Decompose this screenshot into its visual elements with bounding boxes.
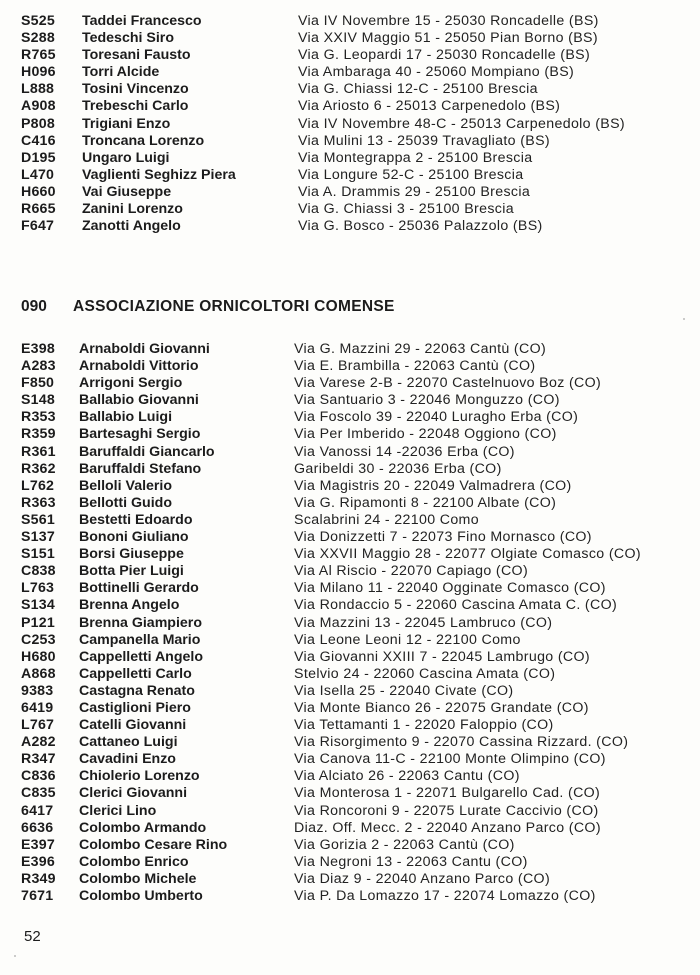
member-code: R362 [21,460,56,477]
member-name: Zanini Lorenzo [82,201,183,218]
member-address: Stelvio 24 - 22060 Cascina Amata (CO) [294,665,556,682]
member-row [0,580,700,597]
member-row [0,133,700,150]
member-name: Torri Alcide [82,64,160,81]
member-row [0,98,700,115]
member-address: Via G. Ripamonti 8 - 22100 Albate (CO) [294,494,557,511]
page-number: 52 [24,928,41,945]
member-code: F647 [21,218,55,235]
member-code: A908 [21,98,56,115]
member-list-brescia [0,13,700,235]
member-name: Arnaboldi Giovanni [79,341,210,357]
member-code: S148 [21,392,55,409]
member-address: Via XXIV Maggio 51 - 25050 Pian Borno (BS) [298,30,598,47]
member-row [0,81,700,98]
member-row [0,546,700,563]
member-address: Via XXVII Maggio 28 - 22077 Olgiate Comasco (CO) [294,546,641,563]
member-name: Vaglienti Seghizz Piera [82,166,236,183]
member-name: Baruffaldi Giancarlo [79,443,215,460]
scan-speck [14,955,16,957]
member-name: Colombo Cesare Rino [79,836,228,853]
member-address: Via G. Chiassi 3 - 25100 Brescia [298,201,514,218]
member-name: Castagna Renato [79,682,195,699]
member-row [0,218,700,235]
member-name: Arrigoni Sergio [79,375,183,392]
member-row [0,597,700,614]
member-row [0,717,700,734]
member-name: Bestetti Edoardo [79,511,193,528]
member-code: R349 [21,870,56,887]
member-name: Taddei Francesco [82,13,202,29]
member-address: Via Al Riscio - 22070 Capiago (CO) [294,563,529,580]
member-row [0,768,700,785]
member-code: 6636 [21,819,54,836]
member-address: Via E. Brambilla - 22063 Cantù (CO) [294,358,536,375]
member-row [0,375,700,392]
member-address: Via Vanossi 14 -22036 Erba (CO) [294,443,515,460]
member-address: Via Alciato 26 - 22063 Cantu (CO) [294,768,520,785]
member-address: Via Tettamanti 1 - 22020 Faloppio (CO) [294,717,554,734]
member-name: Cappelletti Carlo [79,665,192,682]
member-code: P121 [21,614,55,631]
member-address: Via Negroni 13 - 22063 Cantu (CO) [294,853,528,870]
member-address: Via Gorizia 2 - 22063 Cantù (CO) [294,836,515,853]
member-code: R363 [21,494,56,511]
member-list-comense [0,341,700,905]
member-name: Trebeschi Carlo [82,98,189,115]
member-address: Via IV Novembre 48-C - 25013 Carpenedolo (BS) [298,115,625,132]
member-row [0,150,700,167]
member-code: E397 [21,836,55,853]
member-row [0,683,700,700]
member-code: L888 [21,81,55,98]
member-name: Tosini Vincenzo [82,81,189,98]
member-row [0,201,700,218]
member-code: C835 [21,785,56,802]
member-name: Arnaboldi Vittorio [79,358,199,375]
member-row [0,47,700,64]
member-code: E398 [21,341,55,357]
member-code: L763 [21,580,55,597]
member-code: R359 [21,426,56,443]
member-row [0,426,700,443]
member-address: Via Magistris 20 - 22049 Valmadrera (CO) [294,477,572,494]
scan-speck [683,318,685,320]
member-row [0,871,700,888]
member-code: 7671 [21,888,54,904]
member-address: Via Diaz 9 - 22040 Anzano Parco (CO) [294,870,551,887]
member-name: Ballabio Luigi [79,409,173,426]
member-address: Via A. Drammis 29 - 25100 Brescia [298,183,531,200]
member-address: Via G. Leopardi 17 - 25030 Roncadelle (BS) [298,47,591,64]
member-name: Colombo Umberto [79,888,203,904]
member-code: R347 [21,751,56,768]
member-row [0,615,700,632]
member-name: Tedeschi Siro [82,30,174,47]
member-code: S288 [21,30,55,47]
member-name: Ballabio Giovanni [79,392,199,409]
member-name: Brenna Giampiero [79,614,202,631]
member-code: C416 [21,132,56,149]
member-code: A282 [21,734,56,751]
member-code: 9383 [21,682,54,699]
member-address: Via P. Da Lomazzo 17 - 22074 Lomazzo (CO) [294,888,596,904]
member-address: Via Foscolo 39 - 22040 Luragho Erba (CO) [294,409,579,426]
member-code: R361 [21,443,56,460]
member-row [0,837,700,854]
section-title: ASSOCIAZIONE ORNICOLTORI COMENSE [73,298,395,315]
member-row [0,358,700,375]
member-address: Via Longure 52-C - 25100 Brescia [298,166,524,183]
member-row [0,734,700,751]
member-name: Cappelletti Angelo [79,648,204,665]
member-address: Garibeldi 30 - 22036 Erba (CO) [294,460,502,477]
member-name: Cavadini Enzo [79,751,176,768]
member-row [0,529,700,546]
member-row [0,30,700,47]
member-name: Vai Giuseppe [82,183,172,200]
member-row [0,632,700,649]
member-address: Scalabrini 24 - 22100 Como [294,511,479,528]
member-row [0,13,700,30]
member-code: L470 [21,166,55,183]
member-address: Via Ariosto 6 - 25013 Carpenedolo (BS) [298,98,561,115]
member-code: R665 [21,201,56,218]
member-row [0,444,700,461]
member-name: Chiolerio Lorenzo [79,768,200,785]
member-name: Colombo Enrico [79,853,189,870]
member-name: Colombo Armando [79,819,207,836]
member-name: Borsi Giuseppe [79,546,184,563]
member-address: Via Per Imberido - 22048 Oggiono (CO) [294,426,557,443]
member-code: A283 [21,358,56,375]
member-name: Cattaneo Luigi [79,734,178,751]
member-row [0,116,700,133]
member-code: C838 [21,563,56,580]
member-code: S525 [21,13,55,29]
member-row [0,820,700,837]
member-name: Campanella Mario [79,631,201,648]
member-code: S137 [21,529,55,546]
member-row [0,341,700,358]
member-address: Via Giovanni XXIII 7 - 22045 Lambrugo (CO) [294,648,590,665]
member-address: Via IV Novembre 15 - 25030 Roncadelle (BS) [298,13,599,29]
member-code: H096 [21,64,56,81]
member-code: A868 [21,665,56,682]
member-name: Zanotti Angelo [82,218,181,235]
member-address: Via Varese 2-B - 22070 Castelnuovo Boz (CO) [294,375,602,392]
member-name: Toresani Fausto [82,47,191,64]
member-name: Brenna Angelo [79,597,180,614]
member-row [0,563,700,580]
member-address: Via Roncoroni 9 - 22075 Lurate Caccivio (CO) [294,802,599,819]
member-name: Bartesaghi Sergio [79,426,201,443]
member-address: Via Santuario 3 - 22046 Monguzzo (CO) [294,392,560,409]
member-code: C836 [21,768,56,785]
member-row [0,666,700,683]
member-address: Via Montegrappa 2 - 25100 Brescia [298,149,533,166]
member-row [0,803,700,820]
member-address: Via Ambaraga 40 - 25060 Mompiano (BS) [298,64,575,81]
member-row [0,700,700,717]
member-address: Via Donizzetti 7 - 22073 Fino Mornasco (CO) [294,529,592,546]
member-name: Bellotti Guido [79,494,172,511]
member-code: L767 [21,717,55,734]
member-row [0,478,700,495]
member-name: Castiglioni Piero [79,699,191,716]
member-code: 6419 [21,699,54,716]
member-code: D195 [21,149,56,166]
member-row [0,495,700,512]
member-address: Via Isella 25 - 22040 Civate (CO) [294,682,514,699]
member-name: Clerici Giovanni [79,785,188,802]
member-name: Trigiani Enzo [82,115,171,132]
member-row [0,184,700,201]
member-code: R353 [21,409,56,426]
member-code: P808 [21,115,55,132]
member-code: C253 [21,631,56,648]
member-name: Bononi Giuliano [79,529,189,546]
member-address: Via Canova 11-C - 22100 Monte Olimpino (CO) [294,751,606,768]
member-row [0,888,700,905]
member-row [0,409,700,426]
member-name: Ungaro Luigi [82,149,170,166]
member-code: R765 [21,47,56,64]
member-row [0,512,700,529]
member-address: Via G. Chiassi 12-C - 25100 Brescia [298,81,538,98]
member-name: Troncana Lorenzo [82,132,205,149]
member-row [0,854,700,871]
member-address: Diaz. Off. Mecc. 2 - 22040 Anzano Parco (CO) [294,819,601,836]
member-address: Via Milano 11 - 22040 Ogginate Comasco (CO) [294,580,606,597]
member-code: S151 [21,546,55,563]
member-code: S134 [21,597,55,614]
member-row [0,167,700,184]
member-row [0,649,700,666]
member-code: H660 [21,183,56,200]
member-row [0,392,700,409]
member-name: Clerici Lino [79,802,157,819]
member-row [0,751,700,768]
member-address: Via G. Mazzini 29 - 22063 Cantù (CO) [294,341,547,357]
member-code: F850 [21,375,55,392]
member-name: Catelli Giovanni [79,717,187,734]
member-code: E396 [21,853,55,870]
member-name: Colombo Michele [79,870,197,887]
member-address: Via Mazzini 13 - 22045 Lambruco (CO) [294,614,553,631]
member-address: Via Monterosa 1 - 22071 Bulgarello Cad. (CO) [294,785,601,802]
member-address: Via Rondaccio 5 - 22060 Cascina Amata C. (CO) [294,597,618,614]
member-address: Via Mulini 13 - 25039 Travagliato (BS) [298,132,550,149]
section-number: 090 [21,298,47,315]
member-address: Via Leone Leoni 12 - 22100 Como [294,631,521,648]
member-code: 6417 [21,802,54,819]
member-row [0,461,700,478]
member-address: Via Monte Bianco 26 - 22075 Grandate (CO) [294,699,589,716]
member-code: S561 [21,511,55,528]
member-name: Baruffaldi Stefano [79,460,202,477]
member-row [0,64,700,81]
member-name: Botta Pier Luigi [79,563,184,580]
member-name: Bottinelli Gerardo [79,580,199,597]
member-code: H680 [21,648,56,665]
member-address: Via G. Bosco - 25036 Palazzolo (BS) [298,218,543,235]
member-name: Belloli Valerio [79,477,173,494]
member-row [0,785,700,802]
member-address: Via Risorgimento 9 - 22070 Cassina Rizzard. (CO) [294,734,629,751]
member-code: L762 [21,477,55,494]
